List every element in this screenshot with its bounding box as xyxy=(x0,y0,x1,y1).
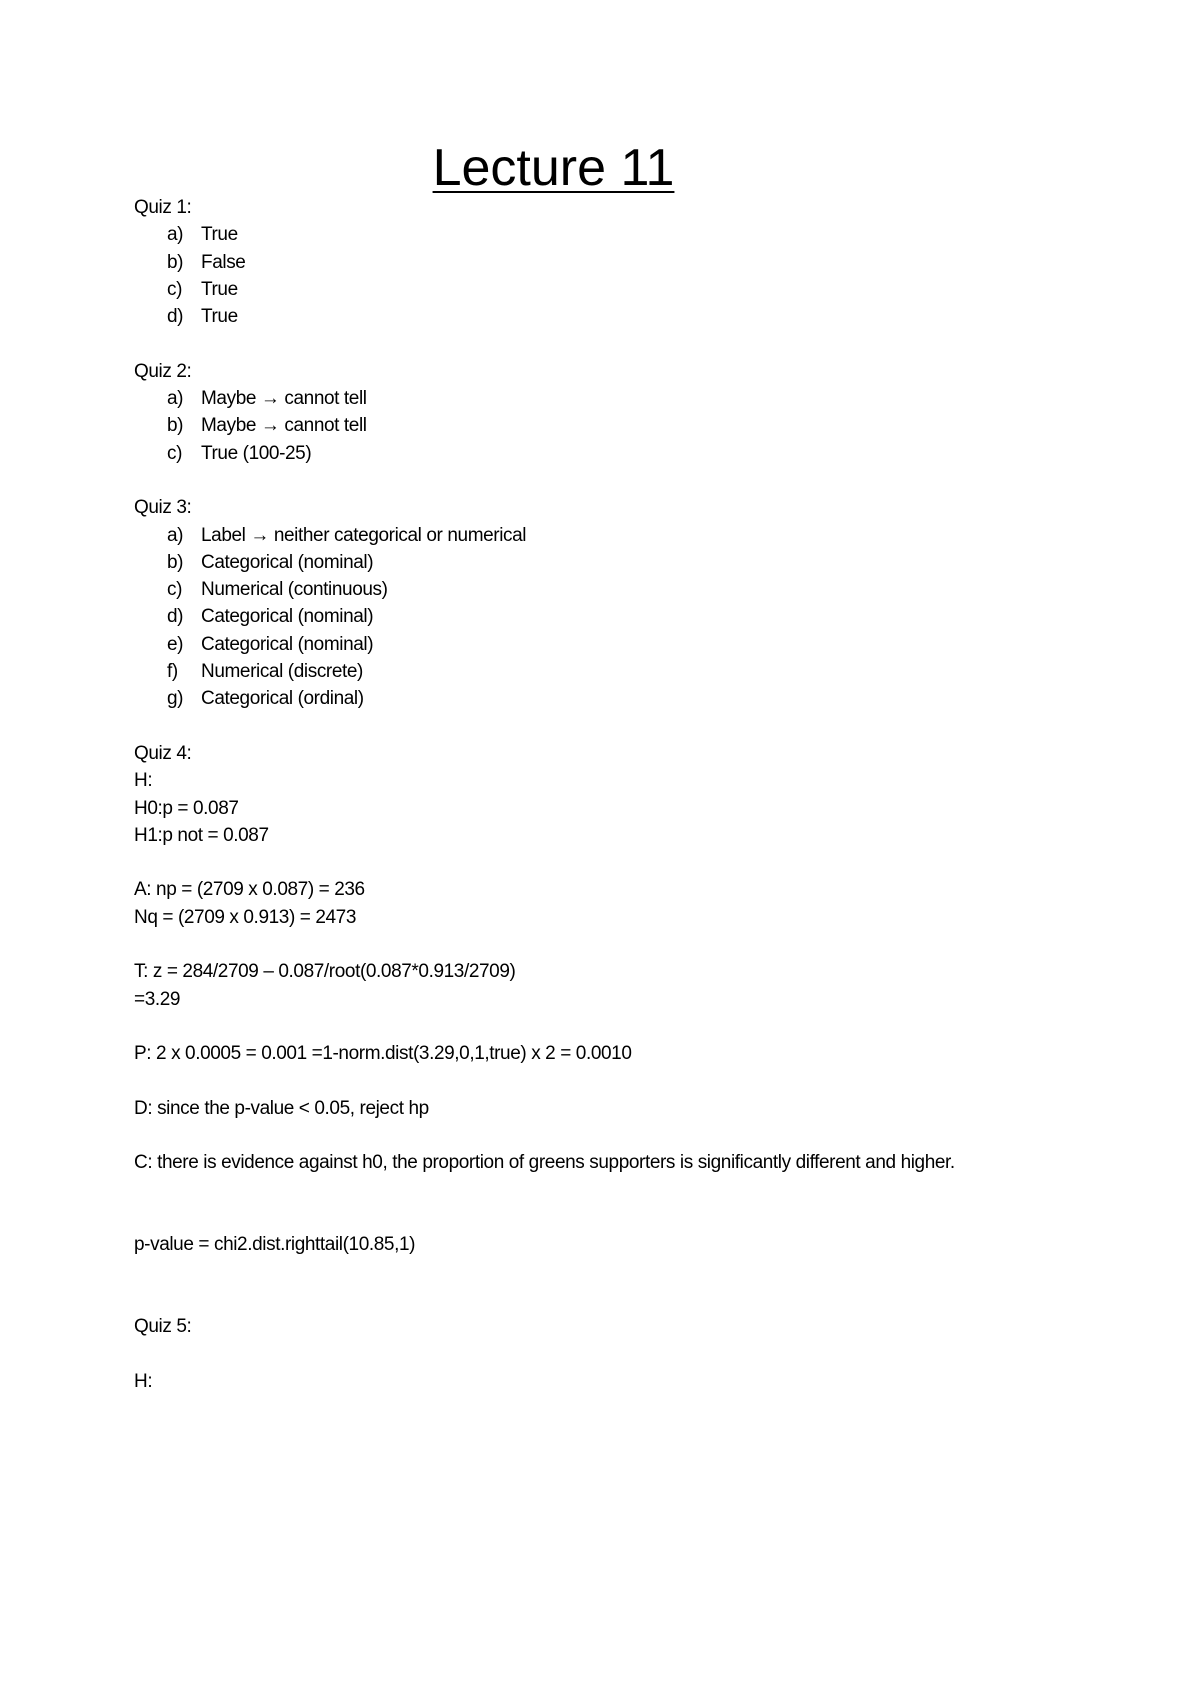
quiz5-heading: Quiz 5: xyxy=(134,1316,192,1338)
document-body xyxy=(134,194,1074,1395)
list-item-text: Numerical (continuous) xyxy=(201,579,388,601)
quiz3-list xyxy=(134,522,1074,713)
quiz4-test-statistic: T: z = 284/2709 – 0.087/root(0.087*0.913/2709) xyxy=(134,961,516,983)
list-item-text: Label → neither categorical or numerical xyxy=(201,524,527,546)
quiz4-test-result: =3.29 xyxy=(134,988,181,1010)
list-item-text: True (100-25) xyxy=(201,442,312,464)
quiz5-hypotheses-label: H: xyxy=(134,1370,153,1392)
list-item xyxy=(134,603,1074,630)
document-title xyxy=(0,138,1107,198)
list-item-text: Numerical (discrete) xyxy=(201,661,363,683)
list-item-text: Maybe → cannot tell xyxy=(201,388,367,410)
quiz3-heading: Quiz 3: xyxy=(134,497,192,519)
list-item xyxy=(134,249,1074,276)
list-item xyxy=(134,685,1074,712)
quiz2-list xyxy=(134,385,1074,467)
list-item-label: b) xyxy=(167,551,184,573)
title-text: Lecture 11 xyxy=(432,139,675,197)
list-item xyxy=(134,549,1074,576)
list-item-text: Categorical (nominal) xyxy=(201,551,374,573)
quiz4-decision: D: since the p-value < 0.05, reject hp xyxy=(134,1097,429,1119)
list-item-label: a) xyxy=(167,224,184,246)
quiz1-list xyxy=(134,221,1074,330)
list-item-text: Categorical (ordinal) xyxy=(201,688,364,710)
quiz4-heading: Quiz 4: xyxy=(134,742,192,764)
list-item xyxy=(134,303,1074,330)
list-item-label: a) xyxy=(167,524,184,546)
list-item-text: True xyxy=(201,306,238,328)
list-item-label: d) xyxy=(167,606,184,628)
quiz4-chi2-pvalue: p-value = chi2.dist.righttail(10.85,1) xyxy=(134,1234,416,1256)
list-item-label: c) xyxy=(167,278,183,300)
list-item-label: f) xyxy=(167,661,178,683)
list-item-label: d) xyxy=(167,306,184,328)
quiz1-heading: Quiz 1: xyxy=(134,197,192,218)
list-item-text: Categorical (nominal) xyxy=(201,633,374,655)
list-item-label: g) xyxy=(167,688,184,710)
list-item xyxy=(134,576,1074,603)
list-item-text: False xyxy=(201,251,246,273)
list-item xyxy=(134,385,1074,412)
quiz4-assumption-np: A: np = (2709 x 0.087) = 236 xyxy=(134,879,365,901)
quiz4-conclusion: C: there is evidence against h0, the proportion of greens supporters is significantly different and higher. xyxy=(134,1152,955,1174)
quiz4-p-value: P: 2 x 0.0005 = 0.001 =1-norm.dist(3.29,0,1,true) x 2 = 0.0010 xyxy=(134,1043,632,1065)
list-item-label: b) xyxy=(167,251,184,273)
quiz4-hypotheses-label: H: xyxy=(134,770,153,792)
quiz4-assumption-nq: Nq = (2709 x 0.913) = 2473 xyxy=(134,906,356,928)
list-item-text: True xyxy=(201,278,238,300)
list-item-label: e) xyxy=(167,633,184,655)
list-item xyxy=(134,221,1074,248)
list-item xyxy=(134,631,1074,658)
list-item xyxy=(134,522,1074,549)
quiz4-h0: H0:p = 0.087 xyxy=(134,797,239,819)
quiz4-h1: H1:p not = 0.087 xyxy=(134,824,269,846)
list-item-label: c) xyxy=(167,579,183,601)
list-item-label: a) xyxy=(167,388,184,410)
list-item xyxy=(134,412,1074,439)
list-item xyxy=(134,440,1074,467)
list-item-text: Categorical (nominal) xyxy=(201,606,374,628)
list-item-label: b) xyxy=(167,415,184,437)
quiz2-heading: Quiz 2: xyxy=(134,360,192,382)
list-item xyxy=(134,658,1074,685)
list-item-text: Maybe → cannot tell xyxy=(201,415,367,437)
list-item-label: c) xyxy=(167,442,183,464)
list-item xyxy=(134,276,1074,303)
list-item-text: True xyxy=(201,224,238,246)
